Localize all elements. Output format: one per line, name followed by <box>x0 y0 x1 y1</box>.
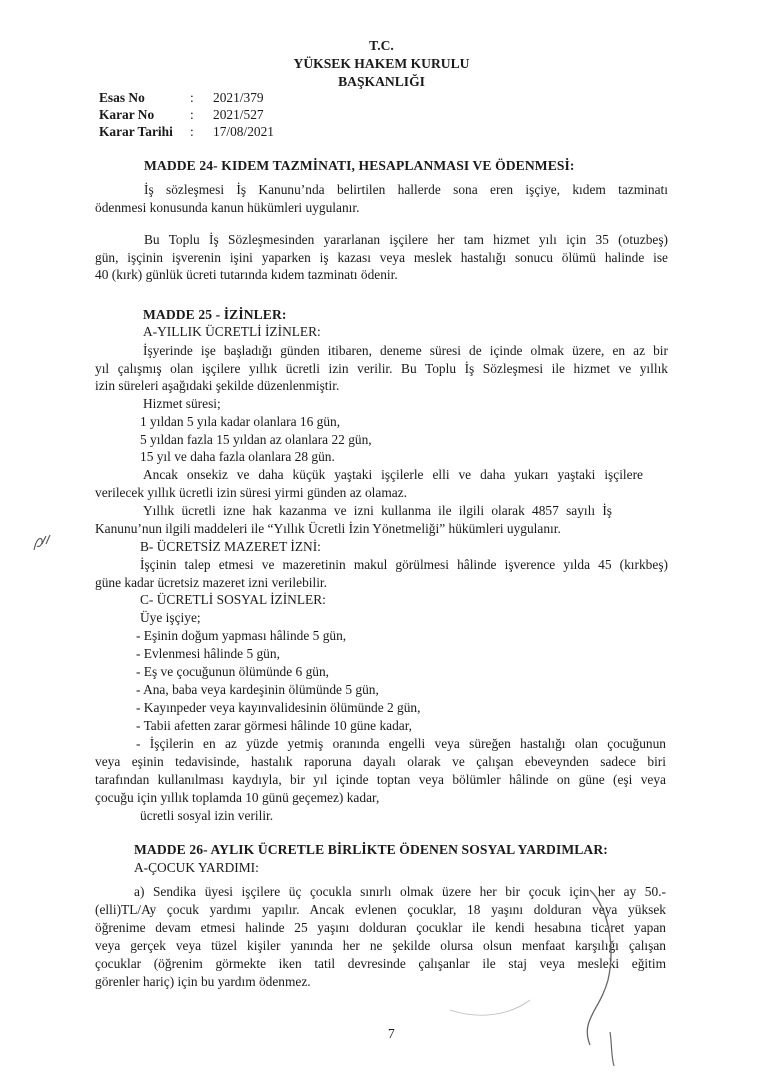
paragraph-line: Üye işçiye; <box>140 610 201 625</box>
paragraph-line: tarafından kullanılması kaydıyla, bir yıl içinde toptan veya bölümler hâlinde on güne (eşi veya <box>95 772 666 787</box>
paragraph-line: a) Sendika üyesi işçilere üç çocukla sınırlı olmak üzere her bir çocuk için her ay 50.- <box>134 884 666 899</box>
corner-stroke-mark <box>600 1030 620 1070</box>
paragraph-line: Yıllık ücretli izne hak kazanma ve izni kullanma ile ilgili olarak 4857 sayılı İş <box>143 503 612 518</box>
list-item: - Eşinin doğum yapması hâlinde 5 gün, <box>136 628 347 643</box>
list-item: - Ana, baba veya kardeşinin ölümünde 5 gün, <box>136 682 379 697</box>
paragraph-line: Kanunu’nun ilgili maddeleri ile “Yıllık Ücretli İzin Yönetmeliği” hükümleri uygulanır. <box>95 521 561 536</box>
meta-value-tarih: 17/08/2021 <box>213 124 275 139</box>
meta-sep: : <box>190 90 194 105</box>
paragraph-line: izin süreleri aşağıdaki şekilde düzenlenmiştir. <box>95 378 340 393</box>
list-item: - Kayınpeder veya kayınvalidesinin ölümünde 2 gün, <box>136 700 421 715</box>
section-a-title: A-ÇOCUK YARDIMI: <box>134 860 259 875</box>
paragraph-line: ödenmesi konusunda kanun hükümleri uygulanır. <box>95 200 360 215</box>
section-c-title: C- ÜCRETLİ SOSYAL İZİNLER: <box>140 592 326 607</box>
paragraph-line: verilecek yıllık ücretli izin süresi yirmi günden az olamaz. <box>95 485 407 500</box>
paragraph-line: veya eşinin tedavisinde, hastalık raporuna dayalı olarak ve çalışan ebeveynden sadece biri <box>95 754 666 769</box>
list-item: - Tabii afetten zarar görmesi hâlinde 10 güne kadar, <box>136 718 413 733</box>
article-25-title: MADDE 25 - İZİNLER: <box>143 307 287 322</box>
section-a-title: A-YILLIK ÜCRETLİ İZİNLER: <box>143 324 321 339</box>
paragraph-line: Hizmet süresi; <box>143 396 221 411</box>
paragraph-line: veya gerçek veya tüzel kişiler yanında her ne şekilde olursa olsun menfaat karşılığı çalışan <box>95 938 666 953</box>
meta-value-karar: 2021/527 <box>213 107 264 122</box>
article-26-title: MADDE 26- AYLIK ÜCRETLE BİRLİKTE ÖDENEN SOSYAL YARDIMLAR: <box>134 842 608 857</box>
paragraph-line: 40 (kırk) günlük ücreti tutarında kıdem tazminatı ödenir. <box>95 267 398 282</box>
meta-value-esas: 2021/379 <box>213 90 264 105</box>
meta-label-tarih: Karar Tarihi <box>99 124 173 139</box>
meta-sep: : <box>190 124 194 139</box>
page-number: 7 <box>388 1026 395 1041</box>
paragraph-line: İş sözleşmesi İş Kanunu’nda belirtilen hallerde sona eren işçiye, kıdem tazminatı <box>144 182 668 197</box>
margin-initials-mark <box>30 530 54 556</box>
paragraph-line: gün, işçinin işverenin işini yaparken iş kazası veya meslek hastalığı sonucu ölümü halinde ise <box>95 250 668 265</box>
header-presidency: BAŞKANLIĞI <box>338 74 425 89</box>
paragraph-line: çocuğu için yıllık toplamda 10 günü geçemez) kadar, <box>95 790 380 805</box>
paragraph-line: İşçinin talep etmesi ve mazeretinin makul görülmesi hâlinde işverence yılda 45 (kırkbeş) <box>140 557 668 572</box>
paragraph-line: Bu Toplu İş Sözleşmesinden yararlanan işçilere her tam hizmet yılı için 35 (otuzbeş) <box>144 232 668 247</box>
header-tc: T.C. <box>369 38 394 53</box>
list-item: - İşçilerin en az yüzde yetmiş oranında engelli veya süreğen hastalığı olan çocuğunun <box>136 736 666 751</box>
paragraph-line: İşyerinde işe başladığı günden itibaren, deneme süresi de içinde olmak üzere, en az bir <box>143 343 668 358</box>
article-24-title: MADDE 24- KIDEM TAZMİNATI, HESAPLANMASI VE ÖDENMESİ: <box>144 158 575 173</box>
paragraph-line: (elli)TL/Ay çocuk yardımı yapılır. Ancak evlenen çocuklar, 18 yaşını dolduran veya yüksek <box>95 902 666 917</box>
paragraph-line: ücretli sosyal izin verilir. <box>140 808 274 823</box>
meta-label-esas: Esas No <box>99 90 145 105</box>
list-item: 5 yıldan fazla 15 yıldan az olanlara 22 gün, <box>140 432 372 447</box>
paragraph-line: Ancak onsekiz ve daha küçük yaştaki işçilerle elli ve daha yukarı yaştaki işçilere <box>143 467 643 482</box>
paragraph-line: öğrenime devam etmesi halinde 25 yaşını dolduran çocuklar ile kendi hesabına ticaret yapan <box>95 920 666 935</box>
paragraph-line: güne kadar ücretsiz mazeret izni verilebilir. <box>95 575 327 590</box>
list-item: 1 yıldan 5 yıla kadar olanlara 16 gün, <box>140 414 341 429</box>
section-b-title: B- ÜCRETSİZ MAZERET İZNİ: <box>140 539 321 554</box>
paragraph-line: görenler hariç) için bu yardım ödenmez. <box>95 974 311 989</box>
paragraph-line: çocuklar (öğrenim görmekte iken tatil devresinde çalışanlar ile staj veya mesleki eğitim <box>95 956 666 971</box>
list-item: - Evlenmesi hâlinde 5 gün, <box>136 646 280 661</box>
list-item: - Eş ve çocuğunun ölümünde 6 gün, <box>136 664 330 679</box>
list-item: 15 yıl ve daha fazla olanlara 28 gün. <box>140 449 335 464</box>
header-institution: YÜKSEK HAKEM KURULU <box>293 56 470 71</box>
paragraph-line: yıl çalışmış olan işçilere yıllık ücretli izin verilir. Bu Toplu İş Sözleşmesi ile hizmet ve yıllık <box>95 361 668 376</box>
meta-label-karar: Karar No <box>99 107 155 122</box>
meta-sep: : <box>190 107 194 122</box>
